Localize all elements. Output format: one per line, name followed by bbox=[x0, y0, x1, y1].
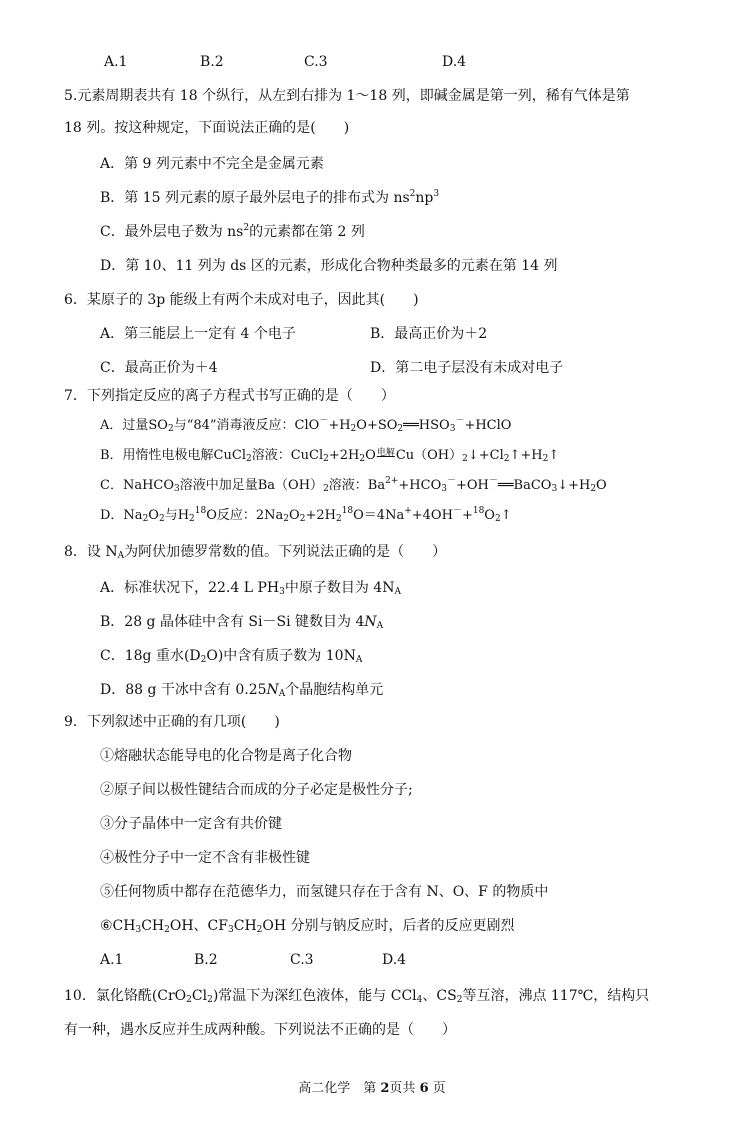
total-page-number: 6 bbox=[419, 1081, 429, 1096]
q7-option-b: B．用惰性电极电解CuCl$_2$溶液：$CuCl_2+2H_2O$电解$Cu(OH)_2↓+Cl_2↑+H_2↑$ bbox=[0, 446, 744, 476]
q6-option-b: B．最高正价为＋2 bbox=[370, 326, 488, 342]
electrolysis-condition: 电解 bbox=[376, 448, 395, 458]
q8-option-c: C．18g 重水$(D_2O)$中含有质子数为 $10N_A$ bbox=[100, 648, 363, 665]
q8-stem: 8．设 $N_A$为阿伏加德罗常数的值。下列说法正确的是（ ） bbox=[64, 544, 447, 561]
q7-option-c: C．NaHCO$_3$溶液中加足量$Ba(OH)_2$溶液：$Ba^{2+}+HCO_3^-+OH^-══BaCO_3↓+H_2O$ bbox=[100, 476, 607, 494]
q10-stem-line2: 有一种，遇水反应并生成两种酸。下列说法不正确的是（ ） bbox=[64, 1022, 456, 1038]
q8-option-b: B．28 g 晶体硅中含有 Si－Si 键数目为 $4N_A$ bbox=[100, 614, 384, 631]
q4-option-c: C.3 bbox=[304, 54, 328, 70]
q6-options-row1 bbox=[0, 324, 744, 354]
q10-stem-line1: 10．氯化铬酰$(CrO_2Cl_2)$常温下为深红色液体，能与 CCl$_4$、$CS_2$等互溶，沸点 117℃，结构只 bbox=[64, 988, 650, 1005]
q8-option-a: A．标准状况下，22.4 L $PH_3$中原子数目为 $4N_A$ bbox=[100, 580, 401, 597]
q9-item-1: ①熔融状态能导电的化合物是离子化合物 bbox=[100, 748, 352, 764]
q5-option-d: D．第 10、11 列为 ds 区的元素，形成化合物种类最多的元素在第 14 列 bbox=[100, 258, 558, 274]
q9-item-3: ③分子晶体中一定含有共价键 bbox=[100, 816, 282, 832]
q9-option-c: C.3 bbox=[290, 952, 314, 968]
q9-item-5: ⑤任何物质中都存在范德华力，而氢键只存在于含有 N、O、F 的物质中 bbox=[100, 884, 549, 900]
page-footer: 高二化学 第 2页共 6 页 bbox=[298, 1081, 446, 1096]
q5-option-c: C．最外层电子数为 $ns^2$的元素都在第 2 列 bbox=[100, 223, 365, 240]
q9-options bbox=[0, 950, 744, 980]
q9-option-d: D.4 bbox=[382, 952, 407, 968]
q6-stem: 6．某原子的 3p 能级上有两个未成对电子，因此其( ) bbox=[64, 292, 419, 308]
q6-option-d: D．第二电子层没有未成对电子 bbox=[370, 360, 564, 376]
q4-option-d: D.4 bbox=[442, 54, 467, 70]
q5-stem-line1: 5.元素周期表共有 18 个纵行，从左到右排为 1～18 列，即碱金属是第一列，稀有气体是第 bbox=[64, 88, 630, 104]
q9-option-a: A.1 bbox=[100, 952, 124, 968]
q9-stem: 9．下列叙述中正确的有几项( ) bbox=[64, 714, 280, 730]
q6-option-a: A．第三能层上一定有 4 个电子 bbox=[100, 326, 296, 342]
q7-option-d: D．$Na_2O_2$与$H_2^{18}O$反应：$2Na_2O_2+2H_2^{18}O=4Na^++4OH^-+^{18}O_2↑$ bbox=[100, 506, 512, 524]
q9-item-6: $⑥CH_3CH_2OH$、$CF_3CH_2OH$ 分别与钠反应时，后者的反应更剧烈 bbox=[100, 918, 515, 935]
q7-option-a: A．过量$SO_2$与“84”消毒液反应：$ClO^-+H_2O+SO_2══HSO_3^-+HClO$ bbox=[100, 416, 512, 434]
q8-option-d: D．88 g 干冰中含有 $0.25N_A$个晶胞结构单元 bbox=[100, 682, 384, 699]
q6-options-row2 bbox=[0, 358, 744, 388]
q4-option-b: B.2 bbox=[200, 54, 224, 70]
q6-option-c: C．最高正价为＋4 bbox=[100, 360, 218, 376]
q4-option-a: A.1 bbox=[104, 54, 128, 70]
q9-option-b: B.2 bbox=[194, 952, 218, 968]
q4-options bbox=[0, 52, 744, 82]
q5-stem-line2: 18 列。按这种规定，下面说法正确的是( ) bbox=[64, 120, 350, 136]
q5-option-a: A．第 9 列元素中不完全是金属元素 bbox=[100, 156, 324, 172]
q5-option-b: B．第 15 列元素的原子最外层电子的排布式为 $ns^2np^3$ bbox=[100, 189, 440, 206]
q9-item-4: ④极性分子中一定不含有非极性键 bbox=[100, 850, 310, 866]
q7-stem: 7．下列指定反应的离子方程式书写正确的是（ ） bbox=[64, 388, 395, 404]
q9-item-2: ②原子间以极性键结合而成的分子必定是极性分子; bbox=[100, 782, 413, 798]
current-page-number: 2 bbox=[380, 1081, 390, 1096]
